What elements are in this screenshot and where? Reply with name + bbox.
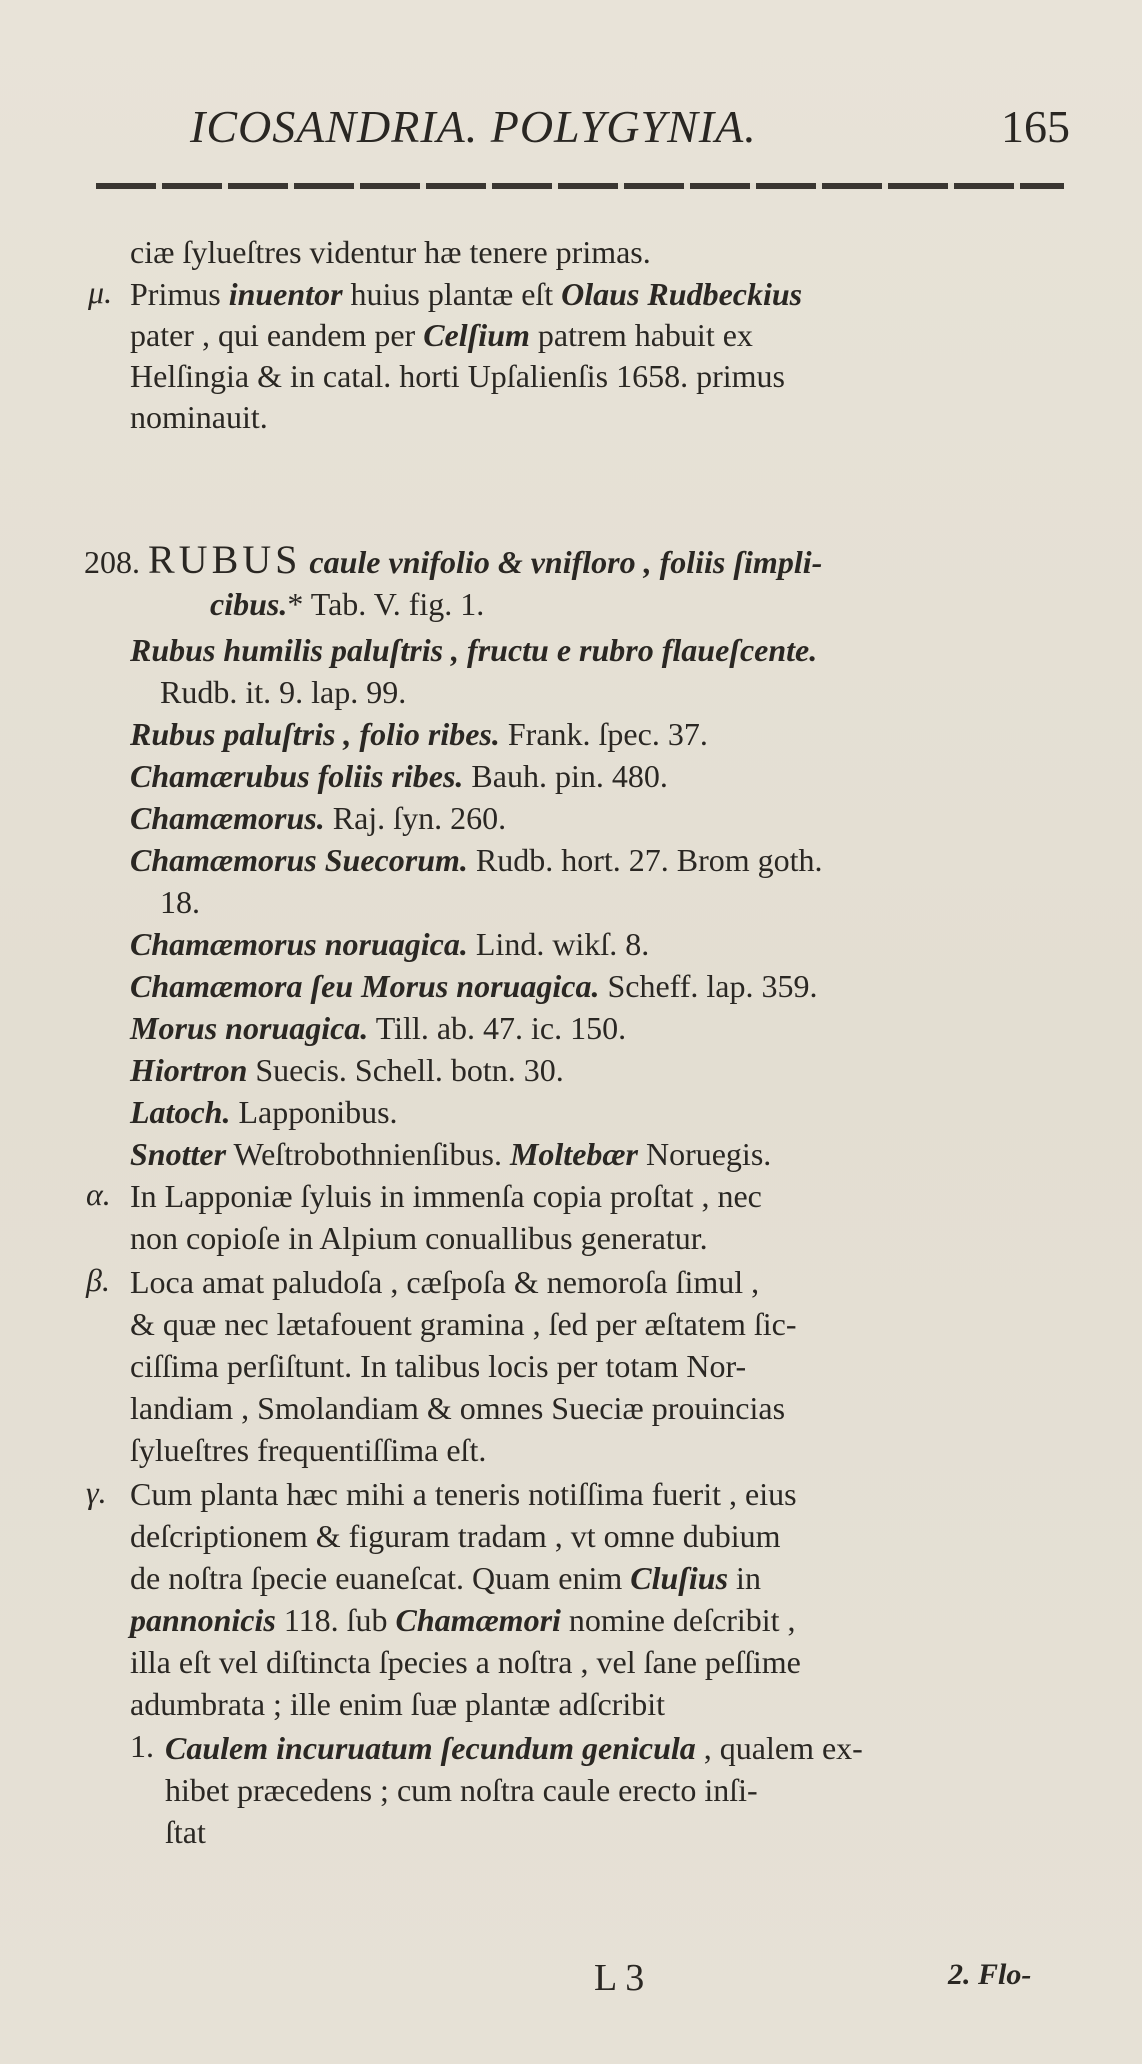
text-line: Primus inuentor huius plantæ eſt Olaus Rudbeckius — [130, 276, 803, 312]
running-title: ICOSANDRIA. POLYGYNIA. — [190, 101, 757, 152]
note-marker-gamma: γ. — [86, 1474, 107, 1510]
synonym: Latoch. Lapponibus. — [130, 1094, 398, 1130]
text-line: adumbrata ; ille enim ſuæ plantæ adſcribit — [130, 1686, 665, 1722]
signature-mark: L 3 — [594, 1957, 645, 1999]
header-rule — [96, 183, 1064, 189]
text-line: deſcriptionem & figuram tradam , vt omne dubium — [130, 1518, 781, 1554]
synonym: Rubus humilis paluſtris , fructu e rubro flaueſcente. — [130, 632, 818, 668]
text-line: nominauit. — [130, 399, 268, 435]
item-number: 1. — [130, 1728, 154, 1764]
text-line: Caulem incuruatum ſecundum genicula , qualem ex- — [165, 1730, 863, 1766]
text-line: landiam , Smolandiam & omnes Sueciæ prouincias — [130, 1390, 786, 1426]
text-line: de noſtra ſpecie euaneſcat. Quam enim Cluſius in — [130, 1560, 761, 1596]
synonym: Snotter Weſtrobothnienſibus. Moltebær Noruegis. — [130, 1136, 772, 1172]
diagnosis: caule vnifolio & vnifloro , foliis ſimpli- — [309, 544, 823, 580]
page-number: 165 — [1001, 101, 1070, 152]
synonym-cont: Rudb. it. 9. lap. 99. — [160, 674, 407, 710]
text-line: hibet præcedens ; cum noſtra caule erecto inſi- — [165, 1772, 758, 1808]
synonym-cont: 18. — [160, 884, 200, 920]
note-marker-mu: μ. — [88, 274, 113, 310]
synonym: Chamæmorus Suecorum. Rudb. hort. 27. Brom goth. — [130, 842, 823, 878]
note-marker-alpha: α. — [86, 1176, 111, 1212]
text-line: ciſſima perſiſtunt. In talibus locis per totam Nor- — [130, 1348, 747, 1384]
text-line: pater , qui eandem per Celſium patrem habuit ex — [130, 317, 753, 353]
genus-name: RUBUS — [148, 537, 302, 582]
text-line: non copioſe in Alpium conuallibus generatur. — [130, 1220, 708, 1256]
entry-heading-cont: cibus.* Tab. V. fig. 1. — [210, 586, 485, 622]
synonym: Morus noruagica. Till. ab. 47. ic. 150. — [130, 1010, 627, 1046]
synonym: Hiortron Suecis. Schell. botn. 30. — [130, 1052, 564, 1088]
page-header — [190, 100, 1070, 160]
synonym: Chamæmorus. Raj. ſyn. 260. — [130, 800, 507, 836]
synonym: Chamæmorus noruagica. Lind. wikſ. 8. — [130, 926, 650, 962]
text-line: ſylueſtres frequentiſſima eſt. — [130, 1432, 487, 1468]
text-line: In Lapponiæ ſyluis in immenſa copia proſtat , nec — [130, 1178, 762, 1214]
text-line: pannonicis 118. ſub Chamæmori nomine deſcribit , — [130, 1602, 796, 1638]
entry-number: 208. — [84, 544, 140, 580]
note-marker-beta: β. — [86, 1262, 110, 1298]
text-line: illa eſt vel diſtincta ſpecies a noſtra , vel ſane peſſime — [130, 1644, 801, 1680]
entry-heading — [84, 537, 823, 582]
text-line: ſtat — [165, 1814, 206, 1850]
text-line: Helſingia & in catal. horti Upſalienſis 1658. primus — [130, 358, 785, 394]
text-line: & quæ nec lætafouent gramina , ſed per æſtatem ſic- — [130, 1306, 797, 1342]
synonym: Chamæmora ſeu Morus noruagica. Scheff. lap. 359. — [130, 968, 818, 1004]
text-line: ciæ ſylueſtres videntur hæ tenere primas. — [130, 234, 651, 270]
synonym: Rubus paluſtris , folio ribes. Frank. ſpec. 37. — [130, 716, 708, 752]
text-line: Cum planta hæc mihi a teneris notiſſima fuerit , eius — [130, 1476, 797, 1512]
catchword: 2. Flo- — [948, 1958, 1032, 1991]
text-line: Loca amat paludoſa , cæſpoſa & nemoroſa ſimul , — [130, 1264, 760, 1300]
synonym: Chamærubus foliis ribes. Bauh. pin. 480. — [130, 758, 668, 794]
